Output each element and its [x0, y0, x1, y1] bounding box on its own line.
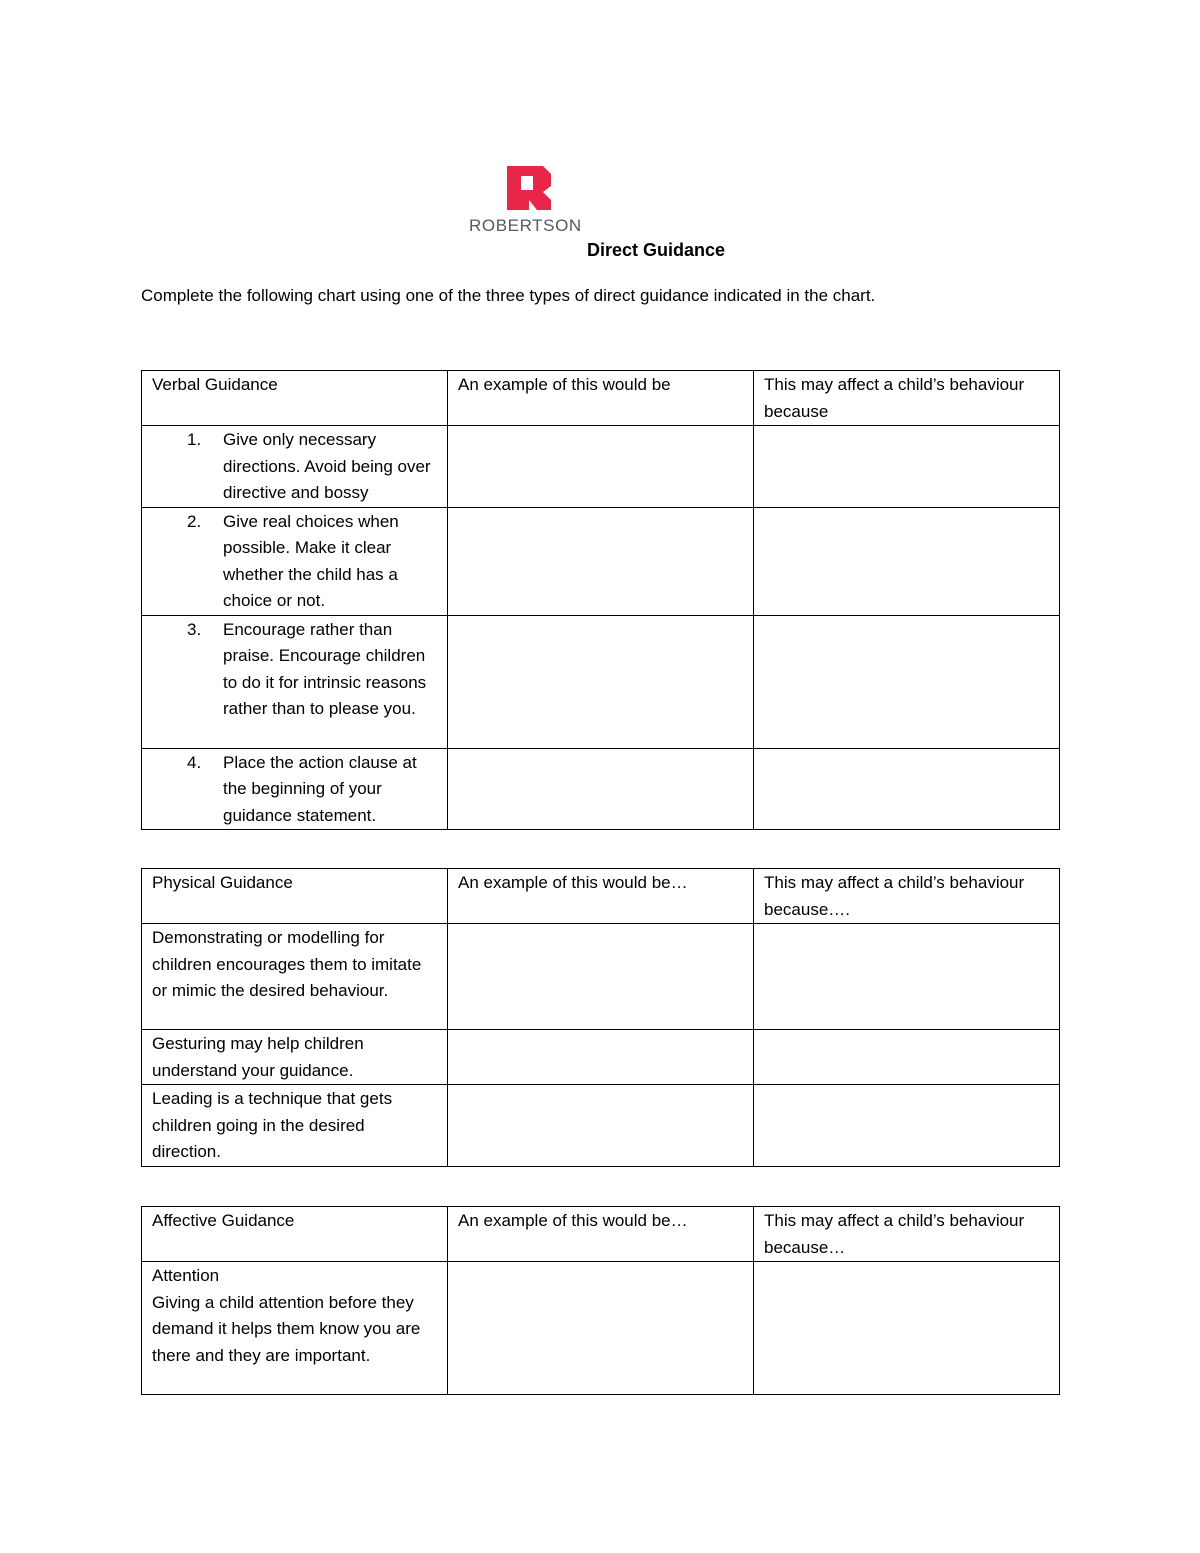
item-number: 1.: [187, 430, 202, 449]
robertson-logo-text: ROBERTSON: [469, 216, 582, 235]
example-answer-cell[interactable]: [448, 507, 754, 615]
table-header-row: [142, 371, 1060, 426]
effect-answer-cell[interactable]: [754, 1085, 1060, 1167]
guidance-item-cell: [142, 748, 448, 830]
effect-answer-cell[interactable]: [754, 1030, 1060, 1085]
document-title: Direct Guidance: [587, 240, 726, 260]
column-header-example: An example of this would be: [448, 371, 754, 426]
table-row: [142, 507, 1060, 615]
table-header-row: [142, 1207, 1060, 1262]
example-answer-cell[interactable]: [448, 615, 754, 748]
table-row: [142, 426, 1060, 508]
guidance-item-cell: [142, 426, 448, 508]
item-number: 4.: [187, 752, 202, 772]
effect-answer-cell[interactable]: [754, 1262, 1060, 1395]
example-answer-cell[interactable]: [448, 924, 754, 1030]
column-header-example: An example of this would be…: [448, 869, 754, 924]
item-text: Give only necessary directions. Avoid being over directive and bossy: [223, 430, 431, 502]
column-header-effect: This may affect a child’s behaviour because…: [754, 1207, 1060, 1262]
guidance-item-cell: [142, 1262, 448, 1395]
table-row: [142, 615, 1060, 748]
table-header-row: [142, 869, 1060, 924]
item-text: Encourage rather than praise. Encourage children to do it for intrinsic reasons rather than to please you.: [223, 619, 427, 718]
guidance-item-cell: [142, 615, 448, 748]
table-row: [142, 1085, 1060, 1167]
column-header-guidance-type: Physical Guidance: [142, 869, 448, 924]
table-row: [142, 748, 1060, 830]
example-answer-cell[interactable]: [448, 426, 754, 508]
item-text: Giving a child attention before they demand it helps them know you are there and they are important.: [152, 1292, 421, 1365]
table-row: [142, 1262, 1060, 1395]
column-header-guidance-type: Affective Guidance: [142, 1207, 448, 1262]
column-header-guidance-type: Verbal Guidance: [142, 371, 448, 426]
effect-answer-cell[interactable]: [754, 615, 1060, 748]
effect-answer-cell[interactable]: [754, 507, 1060, 615]
effect-answer-cell[interactable]: [754, 426, 1060, 508]
table-row: [142, 924, 1060, 1030]
item-number: 3.: [187, 619, 202, 639]
verbal-guidance-table: [141, 370, 1060, 830]
guidance-item-cell: Demonstrating or modelling for children encourages them to imitate or mimic the desired behaviour.: [142, 924, 448, 1030]
item-text: Give real choices when possible. Make it clear whether the child has a choice or not.: [223, 511, 399, 610]
robertson-logo: [466, 166, 596, 236]
example-answer-cell[interactable]: [448, 1085, 754, 1167]
robertson-logo-mark-icon: [507, 166, 551, 210]
example-answer-cell[interactable]: [448, 1262, 754, 1395]
table-row: [142, 1030, 1060, 1085]
example-answer-cell[interactable]: [448, 1030, 754, 1085]
column-header-effect: This may affect a child’s behaviour because: [754, 371, 1060, 426]
guidance-item-cell: Leading is a technique that gets children going in the desired direction.: [142, 1085, 448, 1167]
item-number: 2.: [187, 511, 202, 531]
example-answer-cell[interactable]: [448, 748, 754, 830]
effect-answer-cell[interactable]: [754, 924, 1060, 1030]
guidance-item-cell: Gesturing may help children understand your guidance.: [142, 1030, 448, 1085]
instructions-text: Complete the following chart using one of the three types of direct guidance indicated in the chart.: [141, 286, 876, 305]
item-heading: Attention: [152, 1266, 220, 1285]
effect-answer-cell[interactable]: [754, 748, 1060, 830]
physical-guidance-table: [141, 868, 1060, 1167]
column-header-example: An example of this would be…: [448, 1207, 754, 1262]
item-text: Place the action clause at the beginning of your guidance statement.: [223, 752, 417, 825]
column-header-effect: This may affect a child’s behaviour because….: [754, 869, 1060, 924]
affective-guidance-table: [141, 1206, 1060, 1395]
guidance-item-cell: [142, 507, 448, 615]
